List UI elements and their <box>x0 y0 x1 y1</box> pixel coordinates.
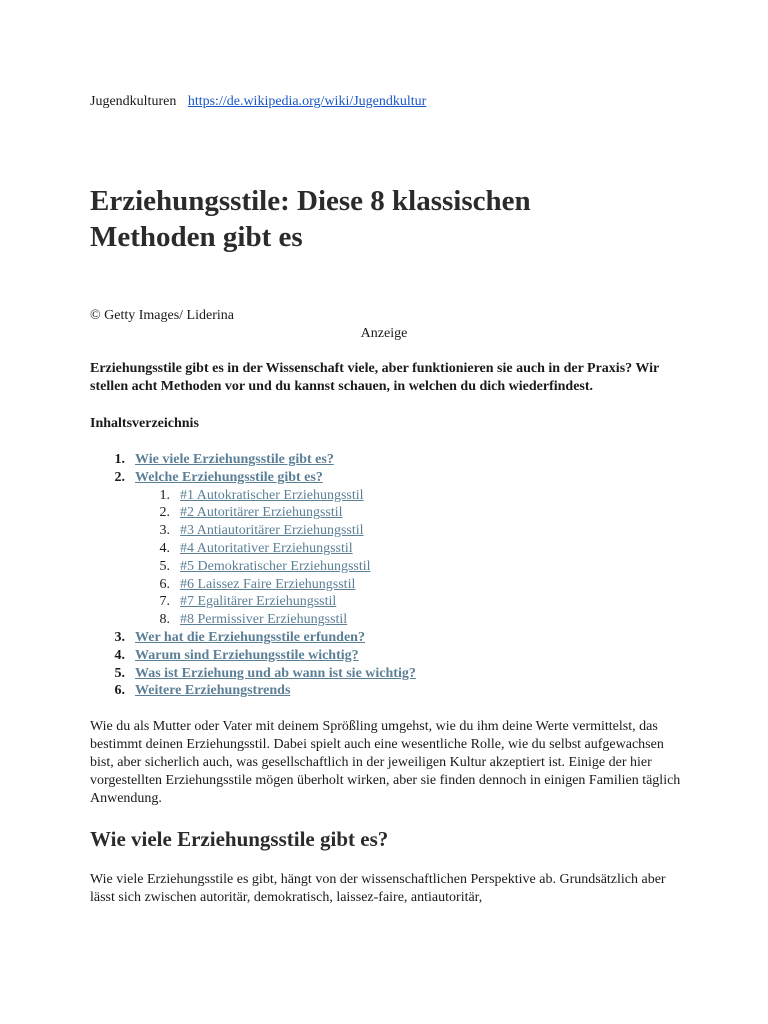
toc-subitem-number: 5. <box>159 558 170 574</box>
toc-link-demokratisch[interactable]: #5 Demokratischer Erziehungsstil <box>180 558 371 574</box>
toc-item <box>90 647 416 665</box>
ad-label: Anzeige <box>360 326 408 341</box>
toc-link-permissiv[interactable]: #8 Permissiver Erziehungsstil <box>180 612 348 628</box>
toc-subitem-number: 2. <box>159 505 170 521</box>
toc-subitem-number: 7. <box>159 594 170 610</box>
toc-subitem-number: 8. <box>159 612 170 628</box>
source-link[interactable]: https://de.wikipedia.org/wiki/Jugendkultur <box>187 94 427 109</box>
toc-subitem <box>90 540 416 558</box>
article-title: Erziehungsstile: Diese 8 klassischen Methoden gibt es <box>90 185 531 253</box>
toc-title: Inhaltsverzeichnis <box>90 416 199 431</box>
intro-paragraph: Erziehungsstile gibt es in der Wissenschaft viele, aber funktionieren sie auch in der Praxis? Wir stellen acht Methoden vor und du kannst schauen, in welchen du dich wiederfindest. <box>90 361 659 394</box>
toc-subitem-number: 3. <box>159 523 170 539</box>
table-of-contents <box>90 451 416 700</box>
toc-subitem <box>90 593 416 611</box>
toc-item <box>90 629 416 647</box>
toc-link-welche[interactable]: Welche Erziehungsstile gibt es? <box>135 469 323 485</box>
toc-item-number: 6. <box>114 683 125 699</box>
toc-subitem <box>90 487 416 505</box>
toc-link-trends[interactable]: Weitere Erziehungstrends <box>135 683 291 699</box>
toc-link-autoritaer[interactable]: #2 Autoritärer Erziehungsstil <box>180 505 343 521</box>
toc-link-egalitaer[interactable]: #7 Egalitärer Erziehungsstil <box>180 594 337 610</box>
toc-item-number: 4. <box>114 647 125 663</box>
toc-subitem <box>90 522 416 540</box>
toc-link-autoritativ[interactable]: #4 Autoritativer Erziehungsstil <box>180 540 353 556</box>
toc-subitem <box>90 576 416 594</box>
toc-link-erfunden[interactable]: Wer hat die Erziehungsstile erfunden? <box>135 629 365 645</box>
toc-item-number: 5. <box>114 665 125 681</box>
toc-item-number: 3. <box>114 629 125 645</box>
toc-link-was-ist-erziehung[interactable]: Was ist Erziehung und ab wann ist sie wichtig? <box>135 665 416 681</box>
toc-link-wie-viele[interactable]: Wie viele Erziehungsstile gibt es? <box>135 452 334 467</box>
section-heading: Wie viele Erziehungsstile gibt es? <box>90 827 389 851</box>
toc-subitem-number: 6. <box>159 576 170 592</box>
toc-subitem-number: 4. <box>159 540 170 556</box>
toc-link-wichtig[interactable]: Warum sind Erziehungsstile wichtig? <box>135 647 359 663</box>
toc-link-antiautoritaer[interactable]: #3 Antiautoritärer Erziehungsstil <box>180 523 364 539</box>
image-credit: © Getty Images/ Liderina <box>90 308 234 323</box>
toc-item-number: 2. <box>114 469 125 485</box>
toc-subitem <box>90 558 416 576</box>
toc-subitem <box>90 504 416 522</box>
toc-item-number: 1. <box>114 452 125 467</box>
toc-item <box>90 665 416 683</box>
body-paragraph-1: Wie du als Mutter oder Vater mit deinem Sprößling umgehst, wie du ihm deine Werte vermittelst, das bestimmt deinen Erziehungsstil. Dabei spielt auch eine wesentliche Rolle, wie du selbst aufgewachsen bist, aber sicherlich auch, was gesellschaftlich in der jeweiligen Kultur akzeptiert ist. Einige der hier vorgestellten Erziehungsstile mögen überholt wirken, aber sie finden dennoch in einigen Familien täglich Anwendung. <box>90 719 681 806</box>
source-label: Jugendkulturen <box>90 94 177 109</box>
toc-link-laissez-faire[interactable]: #6 Laissez Faire Erziehungsstil <box>180 576 356 592</box>
toc-item <box>90 469 416 487</box>
toc-subitem-number: 1. <box>159 487 170 503</box>
body-paragraph-2: Wie viele Erziehungsstile es gibt, hängt von der wissenschaftlichen Perspektive ab. Grundsätzlich aber lässt sich zwischen autoritär, demokratisch, laissez-faire, antiautoritär, <box>90 872 666 905</box>
toc-item <box>90 451 416 469</box>
toc-item <box>90 682 416 700</box>
source-line <box>90 94 426 110</box>
toc-subitem <box>90 611 416 629</box>
toc-link-autokratisch[interactable]: #1 Autokratischer Erziehungsstil <box>180 487 364 503</box>
